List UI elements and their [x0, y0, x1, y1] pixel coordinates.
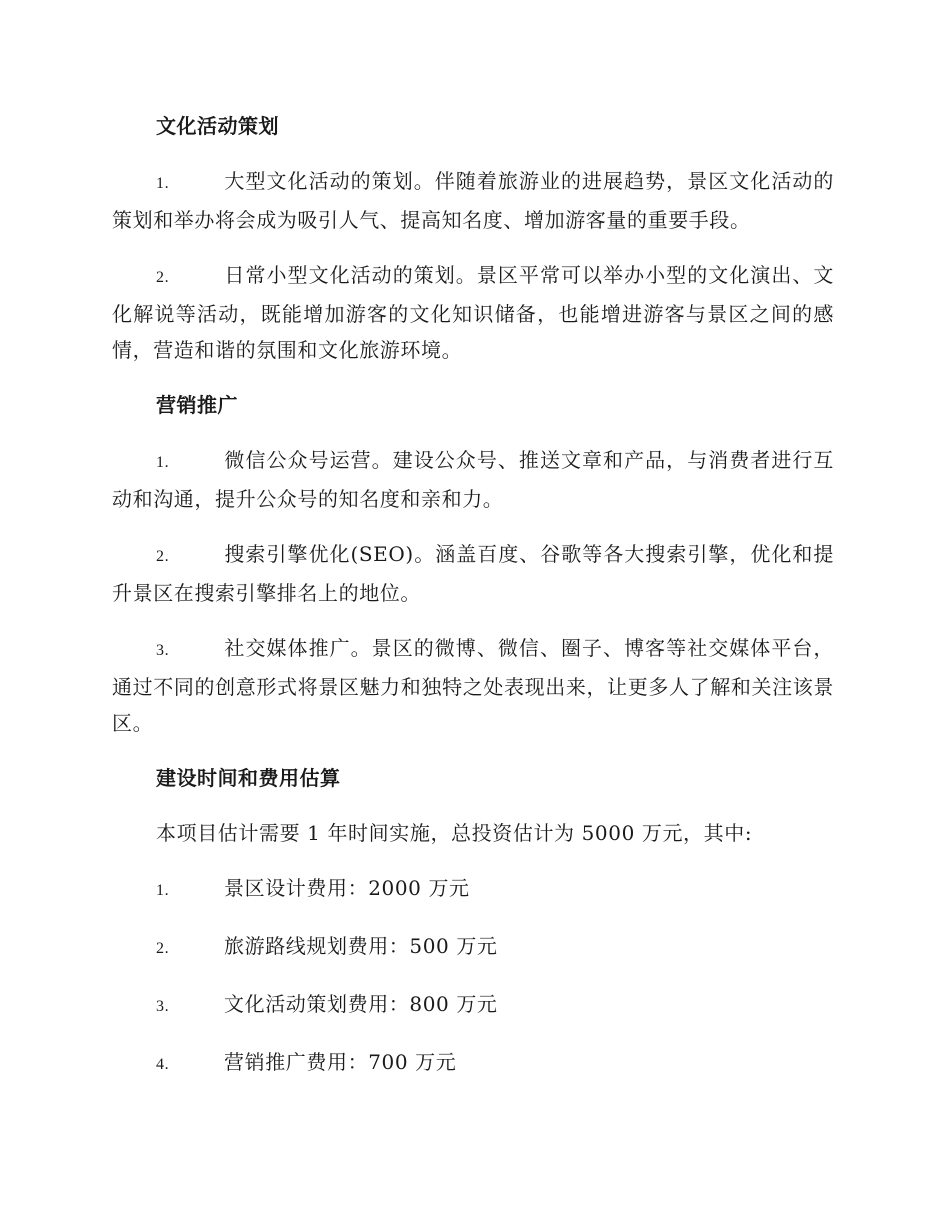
- list-number: 2.: [156, 940, 170, 957]
- list-number: 1.: [156, 175, 170, 192]
- list-item-text: 搜索引擎优化(SEO)。涵盖百度、谷歌等各大搜索引擎，优化和提升景区在搜索引擎排名上的地位。: [112, 542, 834, 605]
- list-number: 1.: [156, 454, 170, 471]
- list-item-text: 社交媒体推广。景区的微博、微信、圈子、博客等社交媒体平台，通过不同的创意形式将景区魅力和独特之处表现出来，让更多人了解和关注该景区。: [112, 636, 834, 735]
- section-heading-marketing: 营销推广: [156, 393, 238, 417]
- section-heading-budget: 建设时间和费用估算: [156, 766, 341, 790]
- section-heading-culture: 文化活动策划: [156, 114, 279, 138]
- list-item: [112, 257, 834, 368]
- list-number: 1.: [156, 882, 170, 899]
- list-item: [112, 536, 834, 611]
- cost-item-text: 营销推广费用：700 万元: [224, 1050, 457, 1074]
- list-item: [112, 163, 834, 238]
- cost-list-item: [112, 870, 834, 909]
- cost-item-text: 文化活动策划费用：800 万元: [224, 992, 498, 1016]
- document-page: [112, 108, 834, 1102]
- budget-intro: 本项目估计需要 1 年时间实施，总投资估计为 5000 万元，其中:: [156, 821, 753, 845]
- list-number: 2.: [156, 548, 170, 565]
- list-number: 2.: [156, 269, 170, 286]
- cost-list-item: [112, 928, 834, 967]
- list-item-text: 日常小型文化活动的策划。景区平常可以举办小型的文化演出、文化解说等活动，既能增加游客的文化知识储备，也能增进游客与景区之间的感情，营造和谐的氛围和文化旅游环境。: [112, 263, 834, 362]
- cost-list-item: [112, 986, 834, 1025]
- list-item: [112, 630, 834, 741]
- cost-item-text: 景区设计费用：2000 万元: [224, 876, 470, 900]
- cost-list-item: [112, 1044, 834, 1083]
- list-number: 3.: [156, 998, 170, 1015]
- list-number: 4.: [156, 1056, 170, 1073]
- list-item-text: 大型文化活动的策划。伴随着旅游业的进展趋势，景区文化活动的策划和举办将会成为吸引人气、提高知名度、增加游客量的重要手段。: [112, 169, 834, 232]
- list-number: 3.: [156, 642, 170, 659]
- cost-item-text: 旅游路线规划费用：500 万元: [224, 934, 498, 958]
- list-item: [112, 442, 834, 517]
- list-item-text: 微信公众号运营。建设公众号、推送文章和产品，与消费者进行互动和沟通，提升公众号的知名度和亲和力。: [112, 448, 834, 511]
